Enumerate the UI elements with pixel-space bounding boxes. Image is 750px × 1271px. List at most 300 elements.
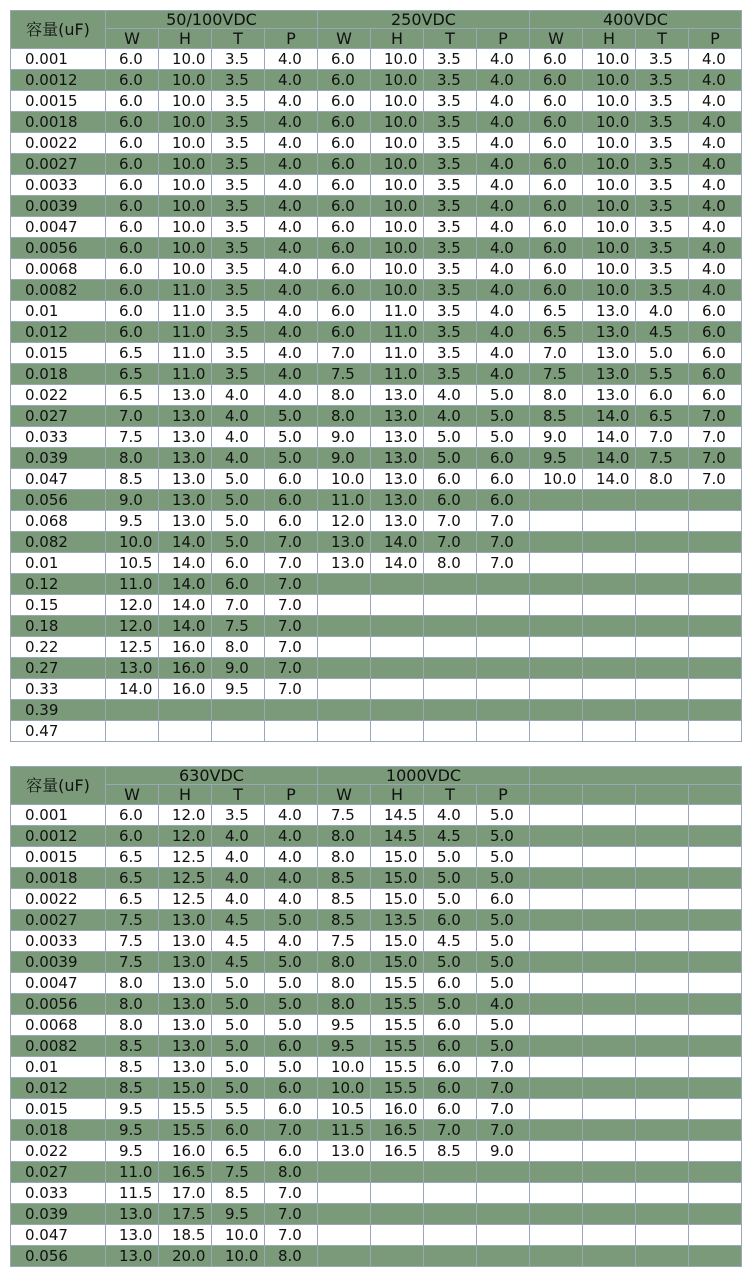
dimension-cell <box>636 637 689 658</box>
dimension-cell: 3.5 <box>424 133 477 154</box>
dimension-cell: 6.0 <box>106 805 159 826</box>
dimension-cell: 9.5 <box>212 679 265 700</box>
dimension-cell: 3.5 <box>424 280 477 301</box>
dimension-cell: 3.5 <box>636 259 689 280</box>
dimension-cell: 13.0 <box>371 385 424 406</box>
dimension-cell: 14.0 <box>583 406 636 427</box>
dimension-cell: 3.5 <box>212 322 265 343</box>
dimension-cell: 18.5 <box>159 1225 212 1246</box>
dimension-cell: 6.0 <box>265 1099 318 1120</box>
capacity-cell: 0.18 <box>11 616 106 637</box>
table-row <box>11 448 742 469</box>
dimension-cell: 4.0 <box>265 49 318 70</box>
dimension-cell <box>689 616 742 637</box>
dimension-cell: 14.0 <box>371 553 424 574</box>
voltage-group-header: 50/100VDC <box>106 11 318 29</box>
dimension-cell: 14.0 <box>159 553 212 574</box>
dimension-cell: 13.0 <box>318 532 371 553</box>
capacity-cell: 0.0018 <box>11 868 106 889</box>
dimension-cell <box>530 1204 583 1225</box>
dimension-cell: 7.0 <box>106 406 159 427</box>
dimension-cell: 13.0 <box>583 364 636 385</box>
dimension-cell: 6.0 <box>530 112 583 133</box>
dimension-cell <box>689 1246 742 1267</box>
dimension-cell: 4.0 <box>424 406 477 427</box>
dimension-cell: 5.0 <box>265 406 318 427</box>
dimension-cell: 6.5 <box>106 847 159 868</box>
dimension-cell: 9.0 <box>318 427 371 448</box>
dimension-cell: 6.0 <box>530 217 583 238</box>
dimension-cell: 6.0 <box>530 70 583 91</box>
dimension-cell <box>689 574 742 595</box>
dimension-cell <box>530 574 583 595</box>
col-header-empty <box>689 785 742 805</box>
dimension-cell <box>583 1246 636 1267</box>
dimension-cell: 4.0 <box>424 805 477 826</box>
dimension-cell: 4.0 <box>212 847 265 868</box>
dimension-cell: 4.0 <box>265 133 318 154</box>
col-header-w: W <box>530 29 583 49</box>
dimension-cell: 8.5 <box>106 469 159 490</box>
dimension-cell: 7.0 <box>477 1099 530 1120</box>
dimension-cell <box>636 868 689 889</box>
dimension-cell: 14.0 <box>106 679 159 700</box>
dimension-cell: 3.5 <box>636 217 689 238</box>
table-row <box>11 952 742 973</box>
dimension-cell: 7.5 <box>106 931 159 952</box>
dimension-cell: 10.0 <box>583 259 636 280</box>
voltage-group-header: 630VDC <box>106 767 318 785</box>
dimension-cell: 4.0 <box>689 217 742 238</box>
capacity-cell: 0.0018 <box>11 112 106 133</box>
dimension-cell: 14.0 <box>159 616 212 637</box>
dimension-cell: 4.0 <box>212 868 265 889</box>
dimension-cell <box>636 574 689 595</box>
dimension-cell: 10.0 <box>371 259 424 280</box>
dimension-cell: 10.0 <box>318 469 371 490</box>
dimension-cell <box>636 889 689 910</box>
table-row <box>11 1015 742 1036</box>
dimension-cell <box>636 553 689 574</box>
dimension-cell: 7.0 <box>265 553 318 574</box>
dimension-cell: 4.0 <box>477 322 530 343</box>
dimension-cell: 10.0 <box>159 133 212 154</box>
voltage-group-header-empty <box>530 767 742 785</box>
dimension-cell: 6.0 <box>106 70 159 91</box>
dimension-cell: 3.5 <box>424 175 477 196</box>
dimension-cell <box>583 1099 636 1120</box>
dimension-cell: 3.5 <box>212 196 265 217</box>
dimension-cell: 6.0 <box>212 553 265 574</box>
table-row <box>11 280 742 301</box>
dimension-cell <box>583 637 636 658</box>
capacity-cell: 0.22 <box>11 637 106 658</box>
dimension-cell: 13.0 <box>371 511 424 532</box>
dimension-cell: 16.0 <box>159 658 212 679</box>
dimension-cell: 3.5 <box>212 154 265 175</box>
table-1-body <box>11 49 742 742</box>
dimension-cell: 16.0 <box>371 1099 424 1120</box>
dimension-cell: 8.0 <box>318 994 371 1015</box>
dimension-cell <box>371 1225 424 1246</box>
dimension-cell: 5.0 <box>265 427 318 448</box>
dimension-cell: 4.0 <box>689 49 742 70</box>
dimension-cell: 6.0 <box>212 574 265 595</box>
dimension-cell: 4.0 <box>477 994 530 1015</box>
dimension-cell <box>530 553 583 574</box>
dimension-cell: 4.0 <box>265 196 318 217</box>
dimension-cell: 5.0 <box>424 994 477 1015</box>
dimension-cell: 6.0 <box>265 469 318 490</box>
dimension-cell <box>583 658 636 679</box>
dimension-cell <box>689 637 742 658</box>
dimension-cell: 15.0 <box>159 1078 212 1099</box>
dimension-cell: 4.0 <box>477 343 530 364</box>
table-row <box>11 1225 742 1246</box>
dimension-cell: 10.0 <box>371 112 424 133</box>
dimension-cell: 5.0 <box>424 889 477 910</box>
capacity-cell: 0.0022 <box>11 133 106 154</box>
dimension-cell: 13.0 <box>159 931 212 952</box>
capacity-cell: 0.039 <box>11 448 106 469</box>
dimension-cell: 6.0 <box>424 1036 477 1057</box>
dimension-cell <box>318 1204 371 1225</box>
dimension-cell: 6.0 <box>265 1078 318 1099</box>
dimension-cell <box>583 511 636 532</box>
col-header-empty <box>583 785 636 805</box>
dimension-cell: 4.0 <box>265 889 318 910</box>
dimension-cell: 3.5 <box>424 154 477 175</box>
dimension-cell: 7.0 <box>477 532 530 553</box>
col-header-h: H <box>159 785 212 805</box>
dimension-cell <box>318 658 371 679</box>
capacity-cell: 0.018 <box>11 1120 106 1141</box>
dimension-cell: 7.0 <box>318 343 371 364</box>
dimension-cell <box>106 700 159 721</box>
col-header-p: P <box>689 29 742 49</box>
voltage-group-header: 1000VDC <box>318 767 530 785</box>
dimension-cell: 17.5 <box>159 1204 212 1225</box>
table-row <box>11 238 742 259</box>
dimension-cell <box>318 595 371 616</box>
dimension-cell: 8.5 <box>106 1036 159 1057</box>
dimension-cell <box>424 616 477 637</box>
dimension-cell: 8.0 <box>106 1015 159 1036</box>
dimension-cell: 8.5 <box>318 889 371 910</box>
dimension-cell <box>424 595 477 616</box>
dimension-cell: 7.0 <box>477 1057 530 1078</box>
capacity-cell: 0.0047 <box>11 973 106 994</box>
dimension-cell <box>636 1036 689 1057</box>
dimension-cell <box>477 721 530 742</box>
dimension-cell: 4.5 <box>212 952 265 973</box>
dimension-cell: 4.0 <box>689 238 742 259</box>
dimension-cell <box>530 1246 583 1267</box>
capacity-cell: 0.001 <box>11 49 106 70</box>
dimension-cell: 5.0 <box>265 1057 318 1078</box>
dimension-cell: 12.0 <box>159 805 212 826</box>
dimension-cell: 3.5 <box>212 112 265 133</box>
dimension-cell: 5.0 <box>212 1015 265 1036</box>
dimension-cell: 6.5 <box>106 868 159 889</box>
dimension-cell: 6.0 <box>318 154 371 175</box>
dimension-cell: 6.0 <box>530 238 583 259</box>
table-row <box>11 679 742 700</box>
dimension-cell: 7.5 <box>318 364 371 385</box>
dimension-cell <box>424 721 477 742</box>
dimension-cell <box>318 700 371 721</box>
dimension-cell: 10.0 <box>318 1057 371 1078</box>
capacity-cell: 0.015 <box>11 343 106 364</box>
dimension-cell <box>583 868 636 889</box>
dimension-cell: 5.0 <box>265 448 318 469</box>
dimension-cell: 15.5 <box>371 1036 424 1057</box>
dimension-cell: 3.5 <box>212 280 265 301</box>
dimension-cell: 7.5 <box>212 1162 265 1183</box>
dimension-cell: 11.0 <box>371 364 424 385</box>
dimension-cell: 7.5 <box>106 910 159 931</box>
dimension-cell: 3.5 <box>636 196 689 217</box>
dimension-cell <box>530 952 583 973</box>
col-header-h: H <box>159 29 212 49</box>
dimension-cell: 7.0 <box>265 1204 318 1225</box>
table-row <box>11 49 742 70</box>
dimension-cell: 9.0 <box>318 448 371 469</box>
dimension-cell <box>583 826 636 847</box>
dimension-cell: 4.0 <box>212 826 265 847</box>
dimension-cell: 13.0 <box>159 490 212 511</box>
dimension-cell <box>530 1141 583 1162</box>
dimension-cell: 4.0 <box>265 364 318 385</box>
dimension-cell: 6.0 <box>689 364 742 385</box>
dimension-cell: 8.0 <box>106 448 159 469</box>
dimension-cell: 10.0 <box>159 70 212 91</box>
col-header-t: T <box>212 785 265 805</box>
dimension-cell: 8.0 <box>318 406 371 427</box>
dimension-cell: 8.5 <box>106 1078 159 1099</box>
dimension-cell: 10.0 <box>371 238 424 259</box>
dimension-cell <box>371 595 424 616</box>
dimension-cell: 5.0 <box>212 1078 265 1099</box>
table-2-body <box>11 805 742 1267</box>
dimension-cell: 4.5 <box>424 931 477 952</box>
dimension-cell: 5.0 <box>212 994 265 1015</box>
dimension-cell: 5.0 <box>212 973 265 994</box>
table-row <box>11 826 742 847</box>
dimension-cell: 8.5 <box>318 868 371 889</box>
dimension-cell: 8.5 <box>530 406 583 427</box>
dimension-cell: 10.0 <box>583 133 636 154</box>
dimension-cell: 6.0 <box>318 175 371 196</box>
dimension-cell: 6.0 <box>106 322 159 343</box>
capacity-cell: 0.0027 <box>11 154 106 175</box>
dimension-cell: 7.0 <box>477 511 530 532</box>
dimension-cell <box>371 1183 424 1204</box>
table-row <box>11 469 742 490</box>
dimension-cell: 10.0 <box>371 175 424 196</box>
capacity-cell: 0.047 <box>11 469 106 490</box>
dimension-cell: 6.0 <box>106 133 159 154</box>
dimension-cell: 9.5 <box>106 511 159 532</box>
dimension-cell: 6.0 <box>318 259 371 280</box>
dimension-cell: 14.0 <box>583 427 636 448</box>
dimension-cell <box>636 952 689 973</box>
dimension-cell <box>689 1204 742 1225</box>
dimension-cell: 6.5 <box>636 406 689 427</box>
capacity-cell: 0.0082 <box>11 280 106 301</box>
dimension-cell: 5.0 <box>212 511 265 532</box>
dimension-cell: 3.5 <box>212 301 265 322</box>
dimension-cell <box>424 658 477 679</box>
col-header-w: W <box>106 785 159 805</box>
dimension-cell: 13.0 <box>159 385 212 406</box>
dimension-cell <box>636 490 689 511</box>
table-row <box>11 1246 742 1267</box>
col-header-t: T <box>424 29 477 49</box>
dimension-cell <box>689 511 742 532</box>
dimension-cell: 6.5 <box>530 322 583 343</box>
dimension-cell <box>583 721 636 742</box>
dimension-cell <box>530 1099 583 1120</box>
dimension-cell: 6.0 <box>689 322 742 343</box>
dimension-cell: 5.0 <box>477 805 530 826</box>
dimension-cell: 9.5 <box>318 1036 371 1057</box>
dimension-cell <box>583 679 636 700</box>
dimension-cell: 8.5 <box>424 1141 477 1162</box>
dimension-cell: 6.0 <box>530 154 583 175</box>
dimension-cell <box>636 616 689 637</box>
dimension-cell <box>636 532 689 553</box>
dimension-cell <box>318 637 371 658</box>
capacity-cell: 0.0047 <box>11 217 106 238</box>
capacity-cell: 0.15 <box>11 595 106 616</box>
dimension-cell: 4.0 <box>689 154 742 175</box>
dimension-cell: 9.0 <box>530 427 583 448</box>
dimension-cell: 10.0 <box>159 91 212 112</box>
dimension-cell: 10.5 <box>106 553 159 574</box>
dimension-cell: 6.0 <box>106 826 159 847</box>
dimension-cell <box>318 721 371 742</box>
capacity-cell: 0.022 <box>11 1141 106 1162</box>
dimension-cell: 12.5 <box>106 637 159 658</box>
dimension-cell: 3.5 <box>212 238 265 259</box>
capacity-cell: 0.068 <box>11 511 106 532</box>
dimension-cell <box>689 1099 742 1120</box>
dimension-cell <box>477 658 530 679</box>
table-row <box>11 301 742 322</box>
dimension-cell <box>318 574 371 595</box>
capacity-cell: 0.0027 <box>11 910 106 931</box>
dimension-cell <box>424 1204 477 1225</box>
dimension-cell <box>477 595 530 616</box>
dimension-cell: 5.0 <box>477 826 530 847</box>
table-row <box>11 1204 742 1225</box>
dimension-cell: 4.5 <box>212 931 265 952</box>
dimension-cell: 10.0 <box>159 175 212 196</box>
dimension-cell: 4.0 <box>265 805 318 826</box>
dimension-cell: 5.0 <box>477 1036 530 1057</box>
dimension-cell: 3.5 <box>424 217 477 238</box>
dimension-cell: 10.0 <box>371 49 424 70</box>
dimension-cell: 5.0 <box>424 427 477 448</box>
table-row <box>11 595 742 616</box>
dimension-cell: 6.5 <box>106 364 159 385</box>
dimension-cell: 10.0 <box>106 532 159 553</box>
capacity-cell: 0.022 <box>11 385 106 406</box>
dimension-cell: 6.5 <box>212 1141 265 1162</box>
dimension-cell: 6.5 <box>530 301 583 322</box>
dimension-cell: 10.0 <box>583 49 636 70</box>
dimension-cell <box>689 1162 742 1183</box>
dimension-cell <box>424 1162 477 1183</box>
dimension-cell: 3.5 <box>636 238 689 259</box>
dimension-cell: 6.0 <box>689 301 742 322</box>
dimension-cell <box>583 532 636 553</box>
dimension-cell <box>583 1036 636 1057</box>
dimension-cell <box>583 1015 636 1036</box>
dimension-cell: 6.0 <box>424 1078 477 1099</box>
dimension-cell: 3.5 <box>636 175 689 196</box>
dimension-cell: 5.0 <box>477 952 530 973</box>
dimension-cell <box>530 616 583 637</box>
capacity-cell: 0.0022 <box>11 889 106 910</box>
dimension-cell: 16.0 <box>159 679 212 700</box>
dimension-cell <box>689 721 742 742</box>
dimension-cell <box>636 1246 689 1267</box>
capacity-cell: 0.018 <box>11 364 106 385</box>
table-row <box>11 1183 742 1204</box>
dimension-cell: 7.5 <box>318 931 371 952</box>
dimension-cell <box>530 805 583 826</box>
dimension-cell <box>371 1204 424 1225</box>
dimension-cell: 9.5 <box>318 1015 371 1036</box>
dimension-cell: 4.0 <box>477 196 530 217</box>
dimension-cell: 10.0 <box>318 1078 371 1099</box>
dimension-cell: 4.0 <box>477 91 530 112</box>
dimension-cell: 6.0 <box>106 280 159 301</box>
dimension-cell <box>530 532 583 553</box>
dimension-cell <box>530 910 583 931</box>
col-header-empty <box>530 785 583 805</box>
dimension-cell: 9.0 <box>212 658 265 679</box>
dimension-cell: 4.0 <box>265 322 318 343</box>
dimension-cell: 4.0 <box>265 70 318 91</box>
dimension-cell: 15.5 <box>371 994 424 1015</box>
capacity-cell: 0.0039 <box>11 196 106 217</box>
dimension-cell: 6.0 <box>689 343 742 364</box>
dimension-cell <box>636 1015 689 1036</box>
dimension-cell <box>689 1078 742 1099</box>
dimension-cell: 4.0 <box>689 112 742 133</box>
dimension-cell: 10.0 <box>583 154 636 175</box>
dimension-cell <box>689 1120 742 1141</box>
capacity-cell: 0.33 <box>11 679 106 700</box>
dimension-cell: 15.0 <box>371 889 424 910</box>
dimension-cell: 6.0 <box>424 1015 477 1036</box>
dimension-cell: 6.5 <box>106 343 159 364</box>
dimension-cell: 5.0 <box>477 973 530 994</box>
dimension-cell: 3.5 <box>212 364 265 385</box>
dimension-cell <box>371 700 424 721</box>
dimension-cell: 5.0 <box>265 910 318 931</box>
dimension-cell <box>265 721 318 742</box>
dimension-cell: 3.5 <box>212 175 265 196</box>
dimension-cell: 7.0 <box>424 1120 477 1141</box>
dimension-cell <box>530 868 583 889</box>
dimension-cell: 3.5 <box>424 70 477 91</box>
capacitor-dimension-table-2 <box>10 766 742 1267</box>
dimension-cell <box>477 574 530 595</box>
